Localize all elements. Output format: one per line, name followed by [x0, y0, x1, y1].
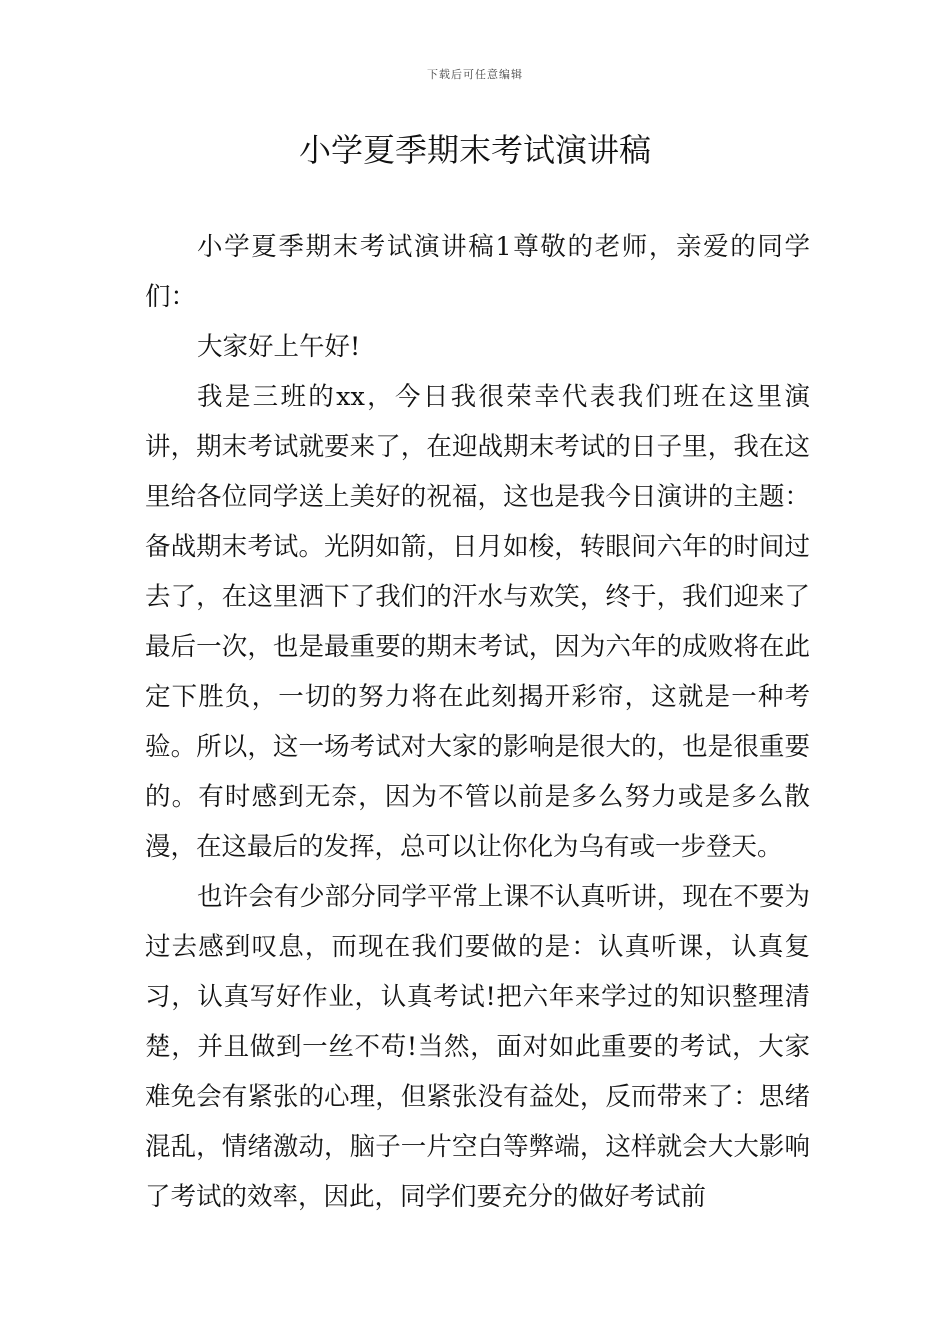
paragraph-advice: 也许会有少部分同学平常上课不认真听讲，现在不要为过去感到叹息，而现在我们要做的是：认真听课，认真复习，认真写好作业，认真考试!把六年来学过的知识整理清楚，并且做到一丝不苟!当然，面对如此重要的考试，大家难免会有紧张的心理，但紧张没有益处，反而带来了：思绪混乱，情绪激动，脑子一片空白等弊端，这样就会大大影响了考试的效率，因此，同学们要充分的做好考试前 — [145, 882, 810, 1212]
document-body — [145, 222, 810, 1222]
paragraph-greeting: 大家好上午好! — [197, 332, 361, 362]
paragraph-intro: 我是三班的xx，今日我很荣幸代表我们班在这里演讲，期末考试就要来了，在迎战期末考试的日子里，我在这里给各位同学送上美好的祝福，这也是我今日演讲的主题：备战期末考试。光阴如箭，日月如梭，转眼间六年的时间过去了，在这里洒下了我们的汗水与欢笑，终于，我们迎来了最后一次，也是最重要的期末考试，因为六年的成败将在此定下胜负，一切的努力将在此刻揭开彩帘，这就是一种考验。所以，这一场考试对大家的影响是很大的，也是很重要的。有时感到无奈，因为不管以前是多么努力或是多么散漫，在这最后的发挥，总可以让你化为乌有或一步登天。 — [145, 382, 810, 862]
document-title: 小学夏季期末考试演讲稿 — [298, 131, 651, 169]
header-note: 下载后可任意编辑 — [427, 68, 523, 81]
paragraph-salutation: 小学夏季期末考试演讲稿1尊敬的老师，亲爱的同学们： — [145, 232, 810, 312]
